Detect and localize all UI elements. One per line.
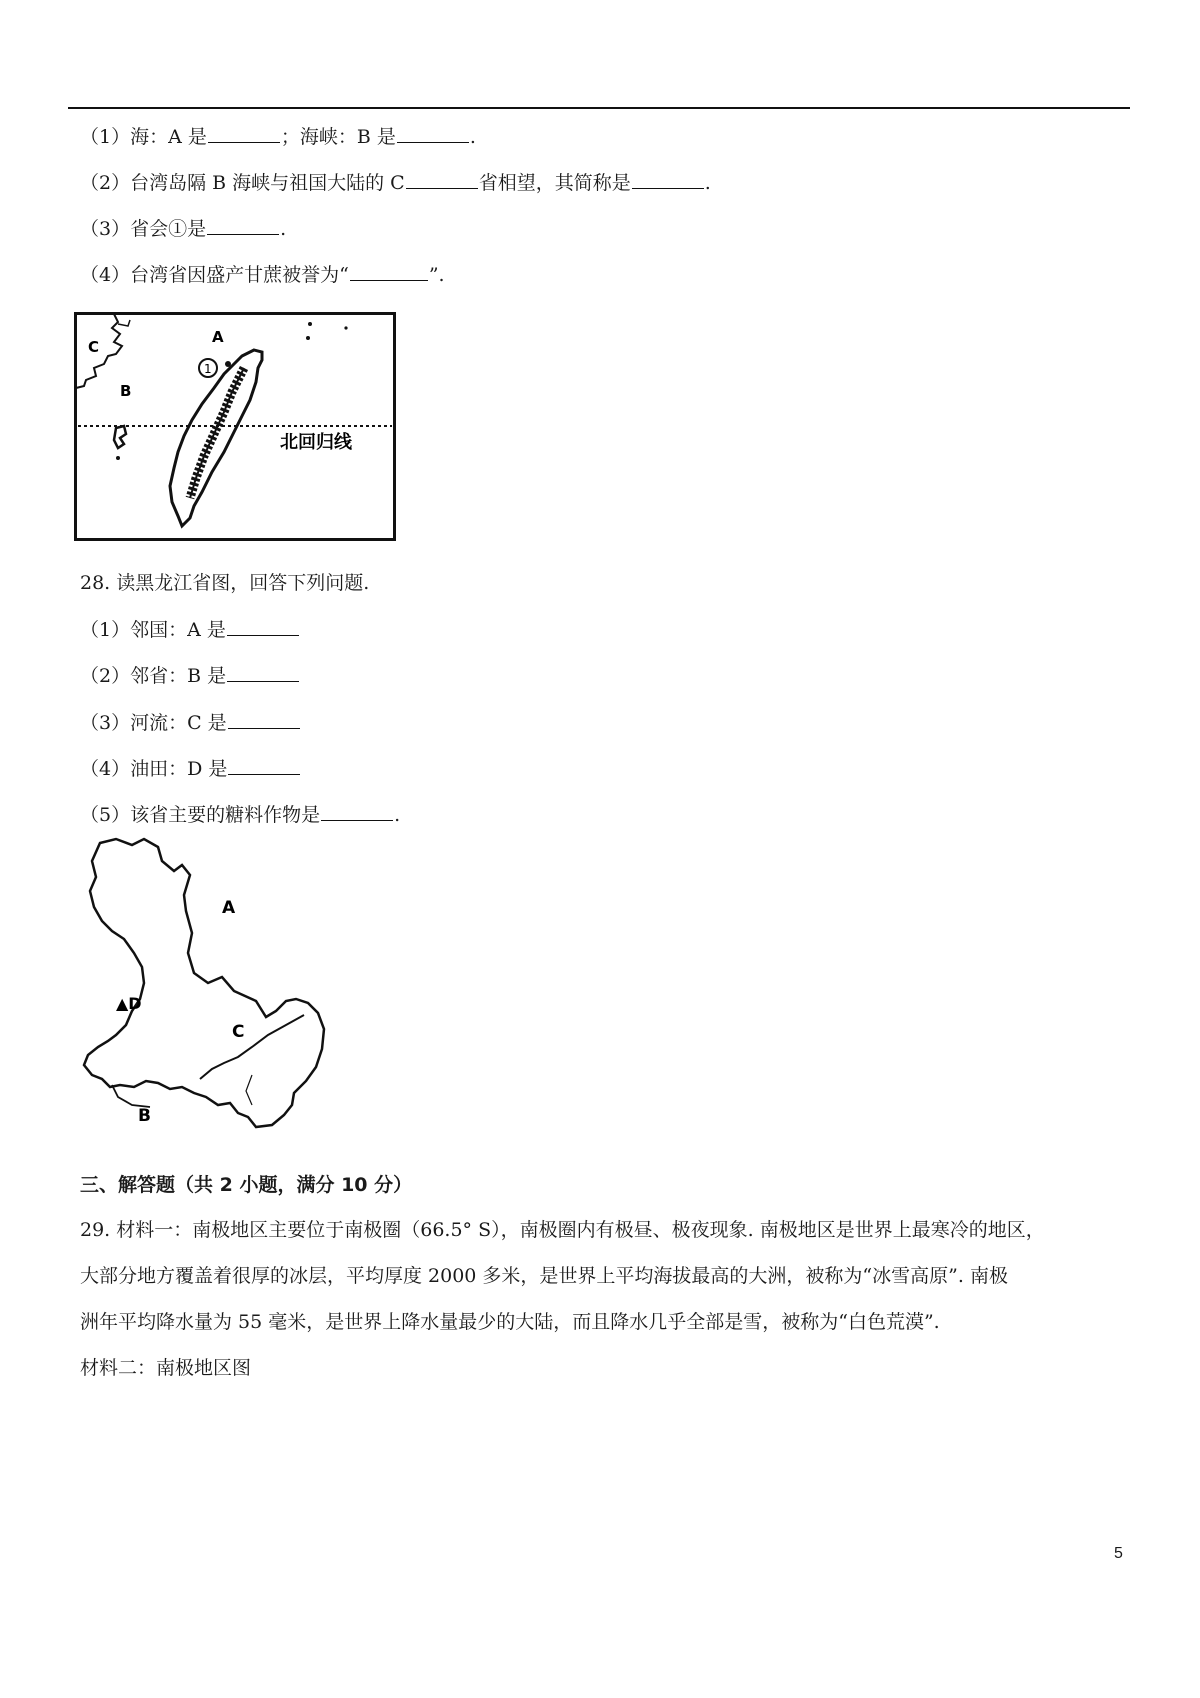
answer-blank[interactable] (208, 142, 280, 143)
q28-item-5: （5）该省主要的糖料作物是 . (80, 804, 401, 826)
q28-item-1: （1）邻国：A 是 (80, 618, 300, 642)
map-label-b: B (120, 382, 132, 400)
heilongjiang-map (72, 835, 342, 1135)
province-outline (84, 839, 324, 1127)
answer-blank[interactable] (397, 142, 469, 143)
answer-blank[interactable] (406, 188, 478, 189)
q27-item-3: （3）省会①是 . (80, 218, 287, 240)
taiwan-map (74, 312, 396, 544)
q28-title: 28. 读黑龙江省图，回答下列问题. (80, 572, 370, 594)
answer-blank[interactable] (228, 774, 300, 775)
q29-line-1: 29. 材料一：南极地区主要位于南极圈（66.5° S），南极圈内有极昼、极夜现象. 南极地区是世界上最寒冷的地区， (80, 1219, 1045, 1241)
q27-item-4: （4）台湾省因盛产甘蔗被誉为“ ”. (80, 264, 445, 286)
page-number: 5 (1114, 1545, 1123, 1562)
q28-item-2: （2）邻省：B 是 (80, 664, 300, 688)
q29-line-2: 大部分地方覆盖着很厚的冰层，平均厚度 2000 多米，是世界上平均海拔最高的大洲，被称为“冰雪高原”. 南极 (80, 1265, 1008, 1287)
map-label-a: A (222, 898, 236, 918)
map-label-b: B (138, 1106, 151, 1126)
section-heading: 三、解答题（共 2 小题，满分 10 分） (80, 1174, 413, 1196)
q28-item-3: （3）河流：C 是 (80, 711, 301, 735)
answer-blank[interactable] (227, 681, 299, 682)
answer-blank[interactable] (321, 820, 393, 821)
answer-blank[interactable] (632, 188, 704, 189)
answer-blank[interactable] (207, 234, 279, 235)
header-rule (68, 107, 1130, 109)
q29-material-2: 材料二：南极地区图 (80, 1357, 252, 1379)
answer-blank[interactable] (227, 635, 299, 636)
answer-blank[interactable] (228, 728, 300, 729)
map-circle-mark: 1 (204, 362, 212, 376)
map-label-d: ▲D (116, 994, 142, 1013)
map-label-c: C (232, 1022, 245, 1042)
q28-item-4: （4）油田：D 是 (80, 757, 301, 781)
q27-item-1: （1）海：A 是 ；海峡：B 是 . (80, 126, 476, 148)
map-label-a: A (212, 328, 224, 346)
answer-blank[interactable] (350, 280, 428, 281)
q29-line-3: 洲年平均降水量为 55 毫米，是世界上降水量最少的大陆，而且降水几乎全部是雪，被称为“白色荒漠”. (80, 1311, 940, 1333)
map-label-c: C (88, 338, 100, 356)
q27-item-2: （2）台湾岛隔 B 海峡与祖国大陆的 C 省相望，其简称是 . (80, 172, 711, 194)
tropic-label: 北回归线 (280, 432, 352, 453)
